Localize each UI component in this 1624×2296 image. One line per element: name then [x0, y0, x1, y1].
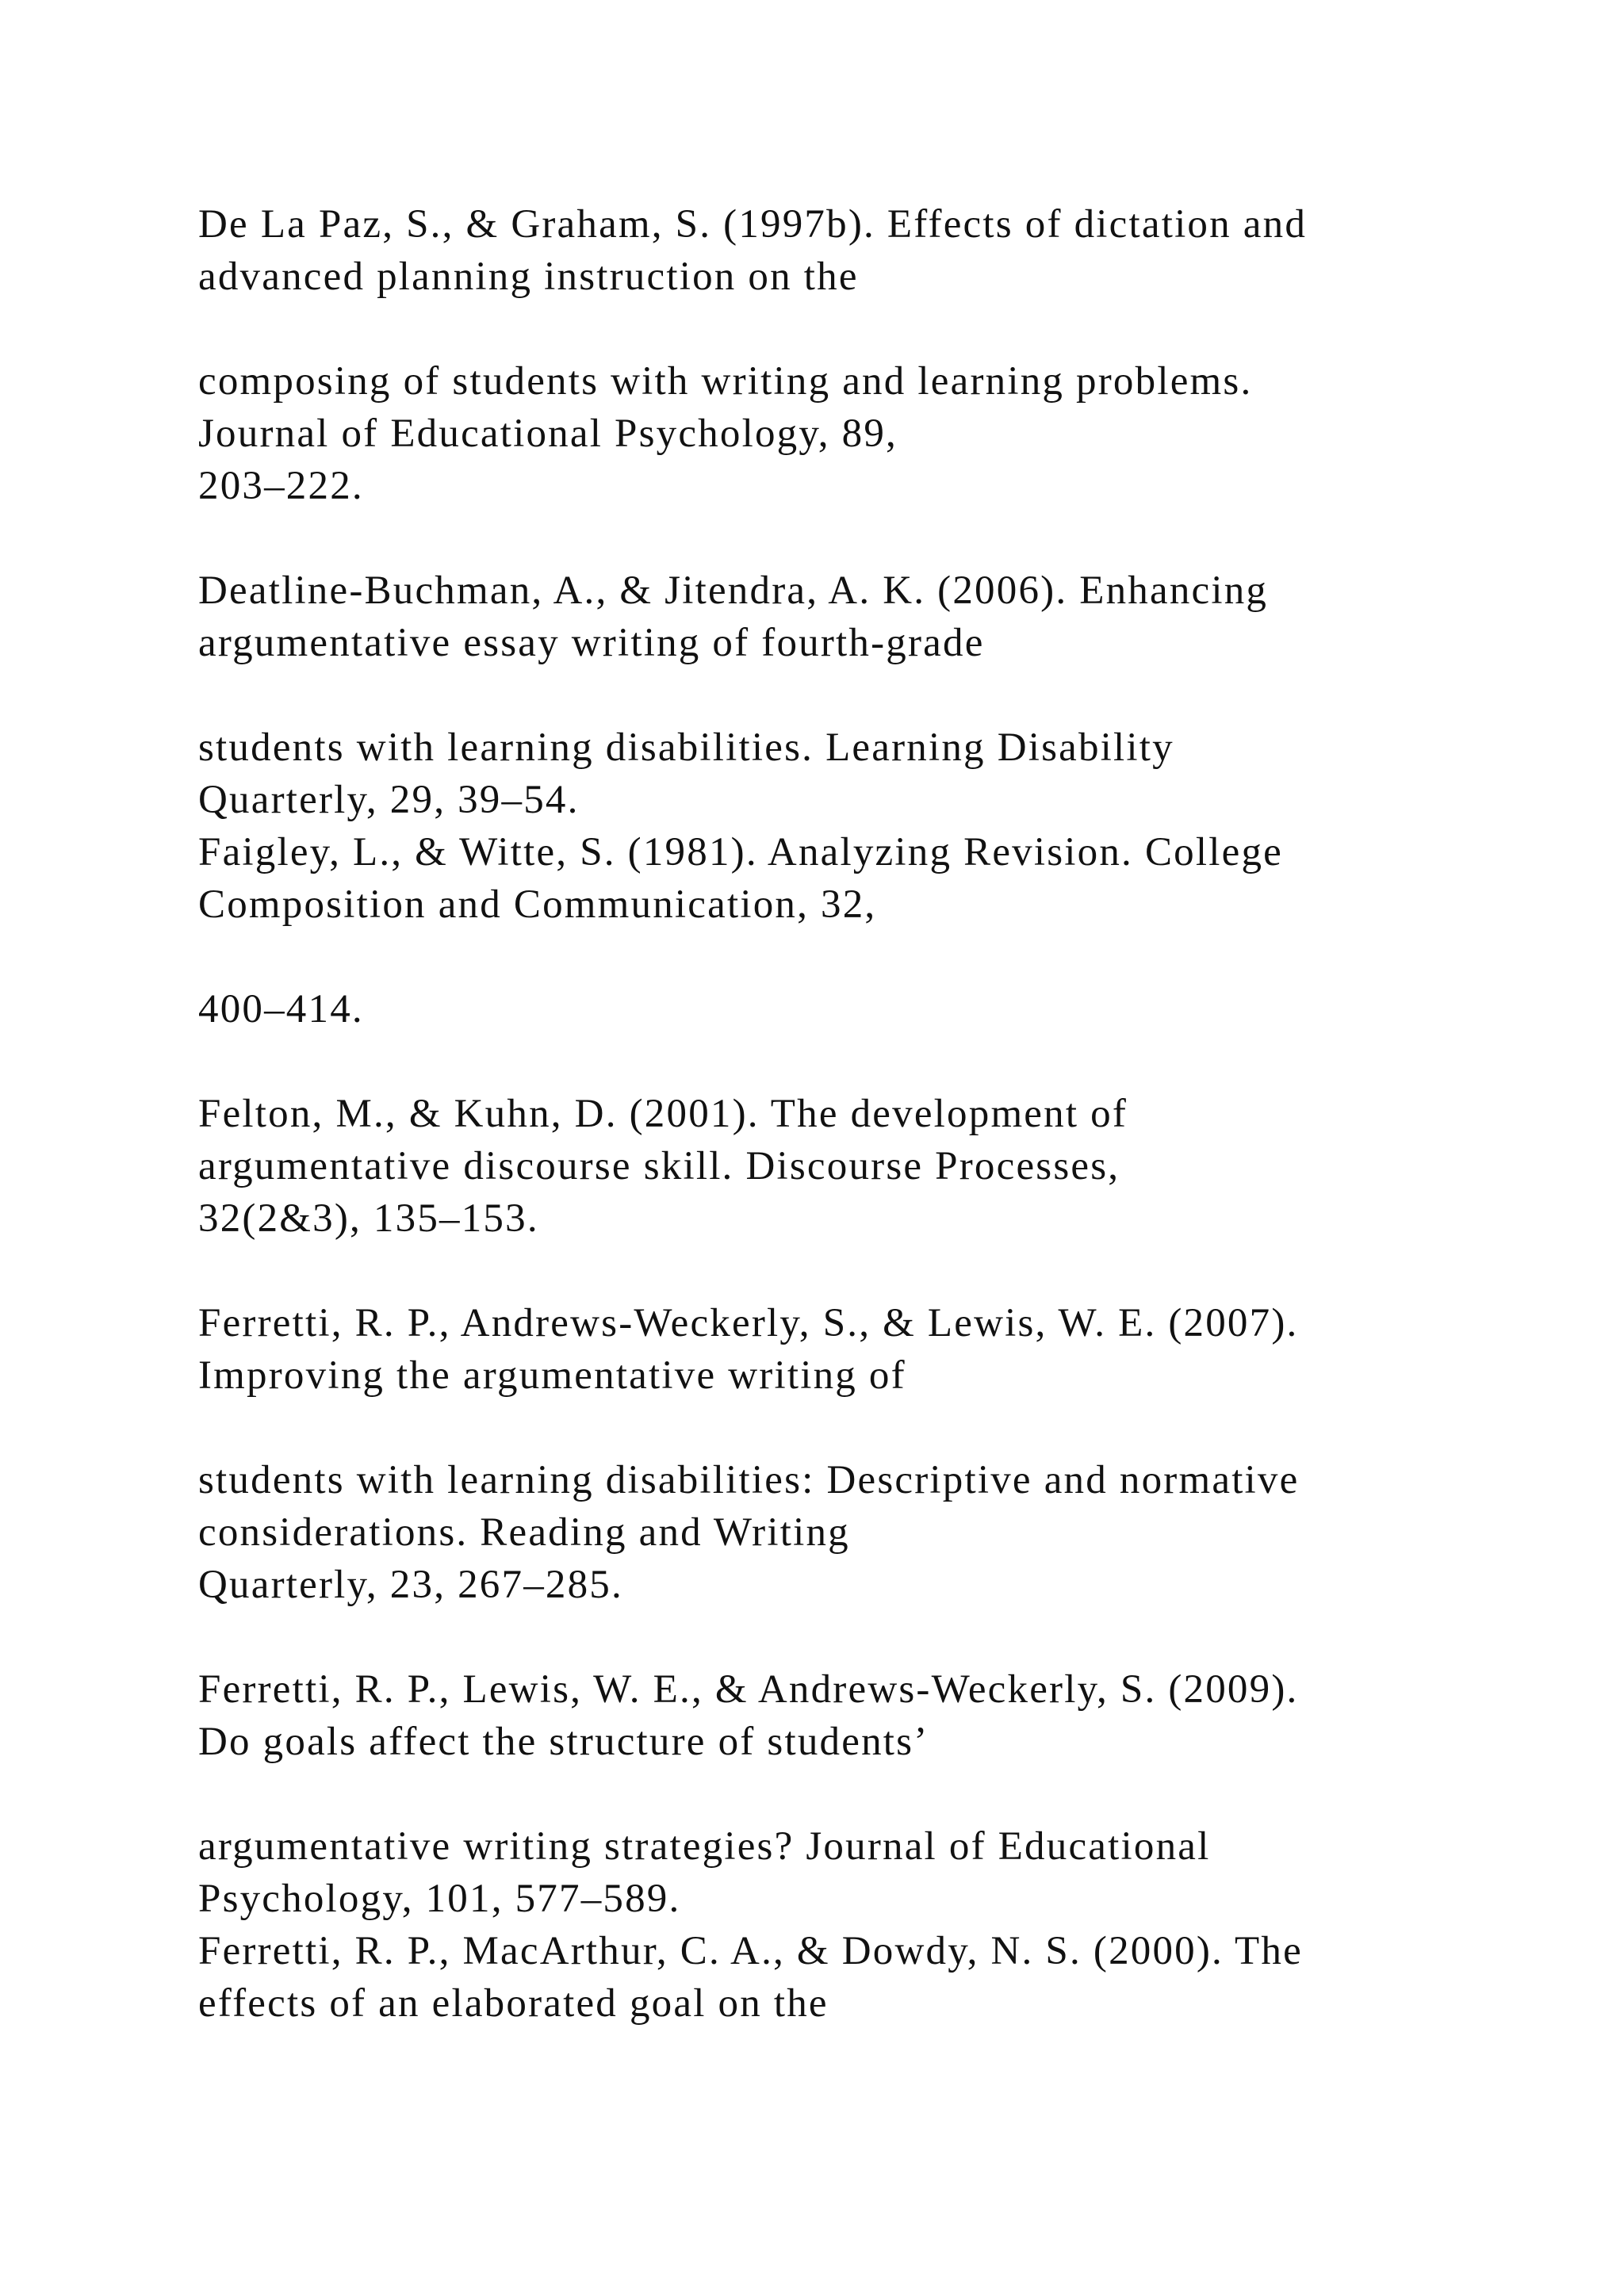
reference-line: De La Paz, S., & Graham, S. (1997b). Effects of dictation and — [198, 202, 1308, 247]
blank-line — [198, 512, 1499, 564]
reference-line: 203–222. — [198, 464, 364, 508]
reference-line: Quarterly, 23, 267–285. — [198, 1563, 623, 1607]
reference-line: Journal of Educational Psychology, 89, — [198, 411, 898, 456]
blank-line — [198, 931, 1499, 983]
reference-line: Quarterly, 29, 39–54. — [198, 778, 580, 822]
reference-line: Composition and Communication, 32, — [198, 882, 877, 927]
reference-line: Improving the argumentative writing of — [198, 1353, 906, 1398]
reference-line: Deatline-Buchman, A., & Jitendra, A. K. (2006). Enhancing — [198, 568, 1269, 613]
reference-line: composing of students with writing and learning problems. — [198, 359, 1253, 404]
reference-line: Ferretti, R. P., MacArthur, C. A., & Dowdy, N. S. (2000). The — [198, 1929, 1303, 1973]
blank-line — [198, 1611, 1499, 1663]
reference-line: effects of an elaborated goal on the — [198, 1981, 829, 2026]
reference-line: Ferretti, R. P., Lewis, W. E., & Andrews-Weckerly, S. (2009). — [198, 1667, 1299, 1712]
reference-line: argumentative essay writing of fourth-grade — [198, 621, 985, 665]
reference-line: Psychology, 101, 577–589. — [198, 1877, 681, 1921]
reference-line: Felton, M., & Kuhn, D. (2001). The development of — [198, 1092, 1128, 1136]
reference-line: considerations. Reading and Writing — [198, 1510, 850, 1555]
reference-line: 400–414. — [198, 987, 364, 1031]
reference-line: 32(2&3), 135–153. — [198, 1196, 539, 1241]
reference-line: students with learning disabilities. Learning Disability — [198, 725, 1174, 770]
reference-line: Ferretti, R. P., Andrews-Weckerly, S., & Lewis, W. E. (2007). — [198, 1301, 1299, 1345]
reference-line: students with learning disabilities: Descriptive and normative — [198, 1458, 1300, 1502]
reference-line: Do goals affect the structure of students’ — [198, 1720, 929, 1764]
reference-line: Faigley, L., & Witte, S. (1981). Analyzing Revision. College — [198, 830, 1283, 874]
blank-line — [198, 1245, 1499, 1297]
reference-line: advanced planning instruction on the — [198, 254, 859, 299]
blank-line — [198, 1768, 1499, 1820]
reference-line: argumentative writing strategies? Journal of Educational — [198, 1824, 1211, 1869]
blank-line — [198, 1402, 1499, 1454]
reference-list — [198, 198, 1499, 2030]
blank-line — [198, 1035, 1499, 1088]
blank-line — [198, 303, 1499, 355]
blank-line — [198, 669, 1499, 721]
reference-line: argumentative discourse skill. Discourse Processes, — [198, 1144, 1120, 1188]
